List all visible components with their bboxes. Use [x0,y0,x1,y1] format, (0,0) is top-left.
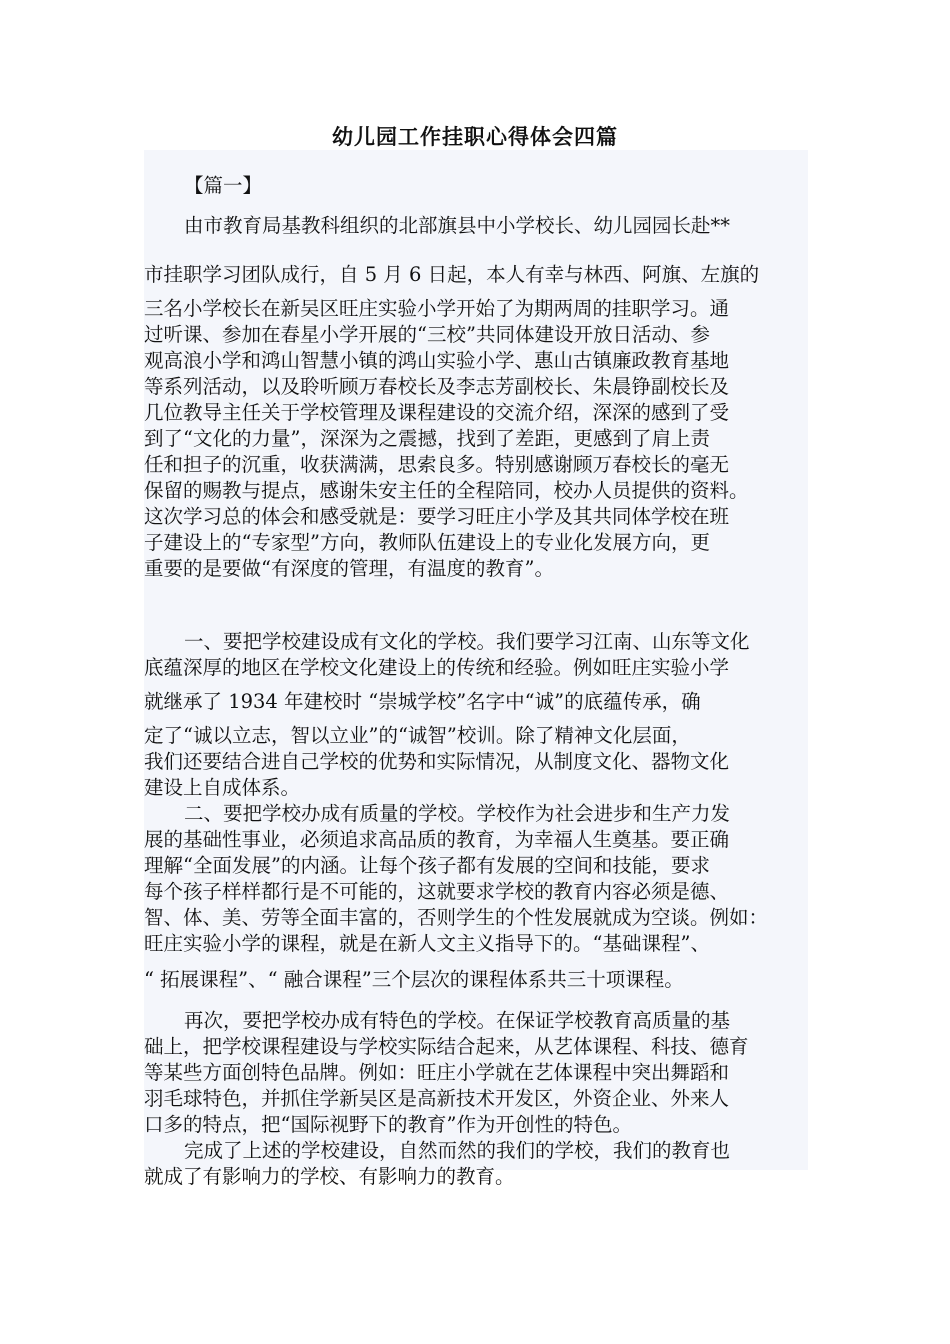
paragraph-line: 建设上自成体系。 [144,776,301,799]
paragraph-line: 市挂职学习团队成行，自 5 月 6 日起，本人有幸与林西、阿旗、左旗的 [144,263,760,286]
paragraph-line: 础上，把学校课程建设与学校实际结合起来，从艺体课程、科技、德育 [144,1035,749,1058]
paragraph-line: 一、要把学校建设成有文化的学校。我们要学习江南、山东等文化 [184,630,750,653]
paragraph-line: 过听课、参加在春星小学开展的“三校”共同体建设开放日活动、参 [144,323,710,346]
paragraph-line: 等系列活动，以及聆听顾万春校长及李志芳副校长、朱晨铮副校长及 [144,375,730,398]
paragraph-line: 底蕴深厚的地区在学校文化建设上的传统和经验。例如旺庄实验小学 [144,656,730,679]
paragraph-line: 几位教导主任关于学校管理及课程建设的交流介绍，深深的感到了受 [144,401,730,424]
paragraph-line: 由市教育局基教科组织的北部旗县中小学校长、幼儿园园长赴** [184,214,731,237]
paragraph-line: 羽毛球特色，并抓住学新吴区是高新技术开发区，外资企业、外来人 [144,1087,730,1110]
paragraph-line: 再次，要把学校办成有特色的学校。在保证学校教育高质量的基 [184,1009,731,1032]
paragraph-line: 就成了有影响力的学校、有影响力的教育。 [144,1165,515,1188]
paragraph-line: 展的基础性事业，必须追求高品质的教育，为幸福人生奠基。要正确 [144,828,730,851]
paragraph-line: 智、体、美、劳等全面丰富的，否则学生的个性发展就成为空谈。例如： [144,906,769,929]
paragraph-line: 保留的赐教与提点，感谢朱安主任的全程陪同，校办人员提供的资料。 [144,479,749,502]
paragraph-line: “ 拓展课程”、“ 融合课程”三个层次的课程体系共三十项课程。 [144,968,684,991]
paragraph-line: 旺庄实验小学的课程，就是在新人文主义指导下的。“基础课程”、 [144,932,710,955]
paragraph-line: 任和担子的沉重，收获满满，思索良多。特别感谢顾万春校长的毫无 [144,453,730,476]
paragraph-line: 这次学习总的体会和感受就是：要学习旺庄小学及其共同体学校在班 [144,505,730,528]
paragraph-line: 理解“全面发展”的内涵。让每个孩子都有发展的空间和技能，要求 [144,854,710,877]
paragraph-line: 二、要把学校办成有质量的学校。学校作为社会进步和生产力发 [184,802,731,825]
paragraph-line: 我们还要结合进自己学校的优势和实际情况，从制度文化、器物文化 [144,750,730,773]
paragraph-line: 就继承了 1934 年建校时 “崇城学校”名字中“诚”的底蕴传承，确 [144,690,701,713]
paragraph-line: 每个孩子样样都行是不可能的，这就要求学校的教育内容必须是德、 [144,880,730,903]
paragraph-line: 三名小学校长在新吴区旺庄实验小学开始了为期两周的挂职学习。通 [144,297,730,320]
page-title: 幼儿园工作挂职心得体会四篇 [332,124,618,149]
paragraph-line: 定了“诚以立志，智以立业”的“诚智”校训。除了精神文化层面， [144,724,691,747]
paragraph-line: 完成了上述的学校建设，自然而然的我们的学校，我们的教育也 [184,1139,731,1162]
paragraph-line: 子建设上的“专家型”方向，教师队伍建设上的专业化发展方向，更 [144,531,710,554]
paragraph-line: 到了“文化的力量”，深深为之震撼，找到了差距，更感到了肩上责 [144,427,710,450]
paragraph-line: 等某些方面创特色品牌。例如：旺庄小学就在艺体课程中突出舞蹈和 [144,1061,730,1084]
paragraph-line: 重要的是要做“有深度的管理，有温度的教育”。 [144,557,554,580]
paragraph-line: 观高浪小学和鸿山智慧小镇的鸿山实验小学、惠山古镇廉政教育基地 [144,349,730,372]
section-label: 【篇一】 [184,174,263,197]
paragraph-line: 口多的特点，把“国际视野下的教育”作为开创性的特色。 [144,1113,632,1136]
